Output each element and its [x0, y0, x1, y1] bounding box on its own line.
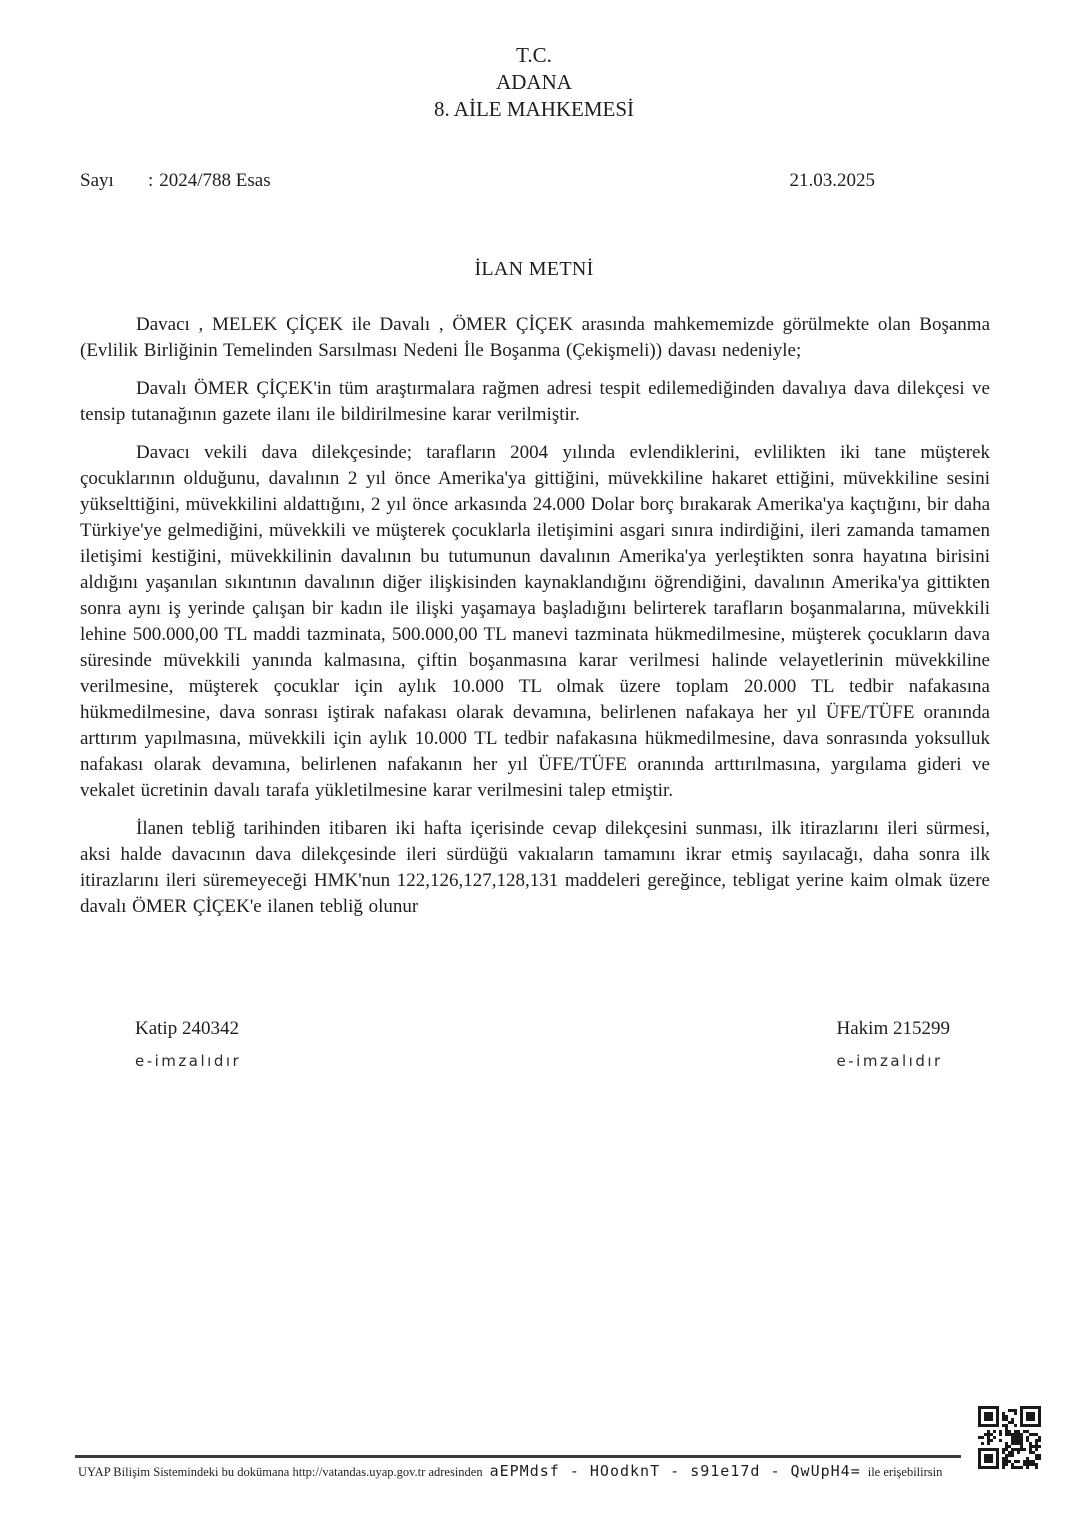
judge-esignature-note: e-imzalıdır — [836, 1052, 943, 1070]
body-paragraph-legal-warning: İlanen tebliğ tarihinden itibaren iki hafta içerisinde cevap dilekçesini sunması, ilk itirazlarını ileri sürmesi, aksi halde davacının dava dilekçesinde ileri sürdüğü vakıaların tamamını ikrar etmiş sayılacağı, daha sonra ilk itirazlarını ileri süremeyeceği HMK'nun 122,126,127,128,131 maddeleri gereğince, tebligat yerine kaim olmak üzere davalı ÖMER ÇİÇEK'e ilanen tebliğ olunur — [80, 818, 990, 917]
header-city: ADANA — [496, 70, 572, 94]
clerk-name: Katip 240342 — [135, 1018, 239, 1039]
body-paragraph-notice-decision: Davalı ÖMER ÇİÇEK'in tüm araştırmalara rağmen adresi tespit edilemediğinden davalıya dava dilekçesi ve tensip tutanağının gazete ilanı ile bildirilmesine karar verilmiştir. — [80, 378, 990, 425]
case-number-line — [80, 170, 271, 192]
qr-code-icon — [978, 1406, 1041, 1469]
footer-access-text-suffix: ile erişebilirsin — [867, 1465, 943, 1479]
case-number-label: Sayı — [80, 170, 114, 191]
court-header — [0, 42, 1068, 123]
body-paragraph-claims: Davacı vekili dava dilekçesinde; tarafların 2004 yılında evlendiklerini, evlilikten iki tane müşterek çocuklarının olduğunu, davalının 2 yıl önce Amerika'ya gittiğini, müvekkiline hakaret ettiğini, müvekkiline sesini yükselttiğini, müvekkilini aldattığını, 2 yıl önce arkasında 24.000 Dolar borç bırakarak Amerika'ya kaçtığını, bir daha Türkiye'ye gelmediğini, müvekkili ve müşterek çocuklarla iletişimini asgari sınıra indirdiğini, ileri zamanda tamamen iletişimi kestiğini, müvekkilinin davalının bu tutumunun davalının Amerika'ya yerleştikten sonra hayatına birisini aldığını yaşanılan sıkıntının davalının diğer ilişkisinden kaynaklandığını öğrendiğini, davalının Amerika'ya gittikten sonra aynı iş yerinde çalışan bir kadın ile ilişki yaşamaya başladığını belirterek tarafların boşanmalarına, müvekkili lehine 500.000,00 TL maddi tazminata, 500.000,00 TL manevi tazminata hükmedilmesine, müşterek çocukların dava süresinde müvekkili yanında kalmasına, çiftin boşanmasına karar verilmesi halinde velayetlerinin müvekkiline verilmesine, müşterek çocuklar için aylık 10.000 TL olmak üzere toplam 20.000 TL tedbir nafakasına hükmedilmesine, dava sonrası iştirak nafakası olarak devamına, belirlenen nafakaya her yıl ÜFE/TÜFE oranında arttırım yapılmasına, müvekkili için aylık 10.000 TL tedbir nafakasına hükmedilmesine, dava sonrasında yoksulluk nafakası olarak devamına, belirlenen nafakanın her yıl ÜFE/TÜFE oranında arttırılmasına, yargılama gideri ve vekalet ücretinin davalı tarafa yükletilmesine karar verilmesini talep etmiştir. — [80, 442, 990, 801]
footer-access-code: aEPMdsf - HOodknT - s91e17d - QwUpH4= — [489, 1462, 861, 1480]
footer-access-text-prefix: UYAP Bilişim Sistemindeki bu dokümana http://vatandas.uyap.gov.tr adresinden — [78, 1465, 483, 1479]
footer-access-line — [78, 1462, 973, 1480]
document-title: İLAN METNİ — [474, 258, 594, 280]
signature-block — [135, 1018, 950, 1070]
signature-judge — [837, 1018, 950, 1070]
header-country: T.C. — [516, 43, 552, 67]
clerk-esignature-note: e-imzalıdır — [135, 1052, 242, 1070]
header-court-name: 8. AİLE MAHKEMESİ — [433, 97, 635, 121]
case-number-value: 2024/788 Esas — [159, 170, 271, 191]
judge-name: Hakim 215299 — [836, 1018, 950, 1039]
body-paragraph-parties: Davacı , MELEK ÇİÇEK ile Davalı , ÖMER ÇİÇEK arasında mahkememizde görülmekte olan Boşanma (Evlilik Birliğinin Temelinden Sarsılması Nedeni İle Boşanma (Çekişmeli)) davası nedeniyle; — [80, 314, 990, 361]
case-number-colon: : — [148, 170, 154, 191]
case-meta-row — [80, 170, 875, 192]
document-body — [80, 312, 990, 932]
footer-divider — [75, 1455, 961, 1458]
document-date: 21.03.2025 — [789, 170, 875, 191]
signature-clerk — [135, 1018, 241, 1070]
